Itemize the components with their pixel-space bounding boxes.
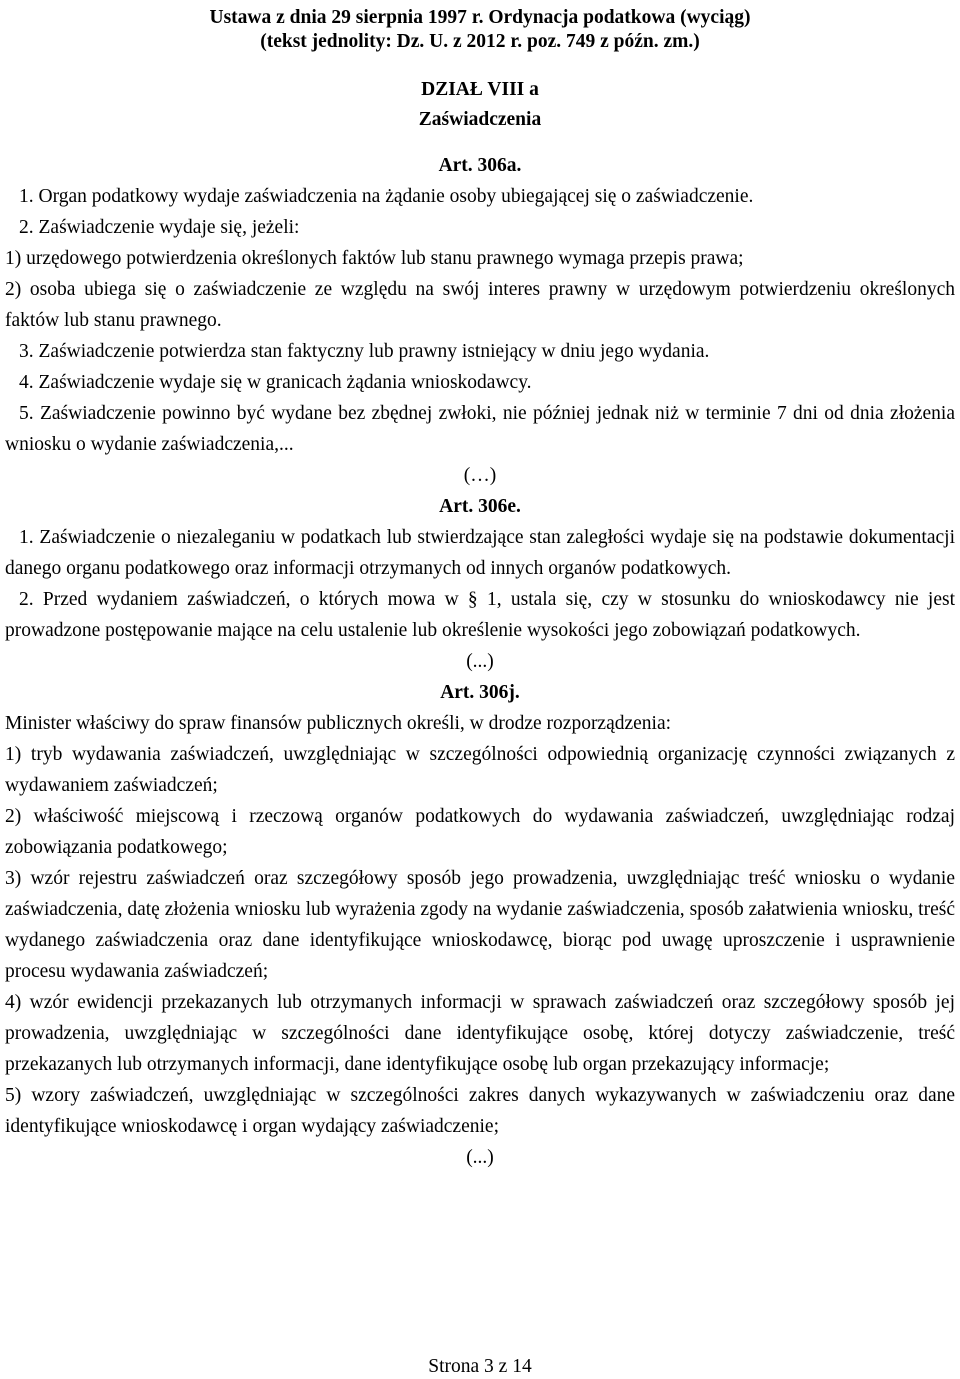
article-306a-paragraph-2: 2. Zaświadczenie wydaje się, jeżeli:: [19, 217, 300, 238]
article-306a-heading: Art. 306a.: [438, 155, 522, 176]
article-306e-heading: Art. 306e.: [439, 496, 521, 517]
article-306j-item-5: 5) wzory zaświadczeń, uwzględniając w szczególności zakres danych wykazywanych w zaświadczeniu oraz dane identyfikujące wnioskodawcę i organ wydający zaświadczenie;: [5, 1085, 955, 1137]
document-title: [5, 6, 955, 54]
omission-marker-3: (...): [466, 1147, 494, 1168]
title-line-1: Ustawa z dnia 29 sierpnia 1997 r. Ordynacja podatkowa (wyciąg): [209, 7, 751, 28]
page-number: Strona 3 z 14: [428, 1356, 532, 1377]
section-subtitle: Zaświadczenia: [418, 109, 542, 130]
omission-marker-2: (...): [466, 651, 494, 672]
document-page: [5, 0, 955, 1173]
article-306e-paragraph-2: 2. Przed wydaniem zaświadczeń, o których mowa w § 1, ustala się, czy w stosunku do wnioskodawcy nie jest prowadzone postępowanie mające na celu ustalenie lub określenie wysokości jego zobowiązań podatkowych.: [5, 589, 955, 641]
article-306j-item-2: 2) właściwość miejscową i rzeczową organów podatkowych do wydawania zaświadczeń, uwzględniając rodzaj zobowiązania podatkowego;: [5, 806, 955, 858]
article-306a-point-2: 2) osoba ubiega się o zaświadczenie ze względu na swój interes prawny w urzędowym potwierdzeniu określonych faktów lub stanu prawnego.: [5, 279, 955, 331]
omission-marker-1: (…): [463, 465, 497, 486]
section-title: DZIAŁ VIII a: [421, 79, 539, 100]
article-306a-paragraph-3: 3. Zaświadczenie potwierdza stan faktyczny lub prawny istniejący w dniu jego wydania.: [19, 341, 710, 362]
section-heading: [5, 75, 955, 135]
article-306j-intro: Minister właściwy do spraw finansów publicznych określi, w drodze rozporządzenia:: [5, 713, 672, 734]
article-306j-item-3: 3) wzór rejestru zaświadczeń oraz szczegółowy sposób jego prowadzenia, uwzględniając treść wniosku o wydanie zaświadczenia, datę złożenia wniosku lub wyrażenia zgody na wydanie zaświadczenia, sposób załatwienia wniosku, treść wydanego zaświadczenia oraz dane identyfikujące wnioskodawcę, biorąc pod uwagę uproszczenie i usprawnienie procesu wydawania zaświadczeń;: [5, 868, 955, 982]
article-306j-item-4: 4) wzór ewidencji przekazanych lub otrzymanych informacji w sprawach zaświadczeń oraz szczegółowy sposób jej prowadzenia, uwzględniając w szczególności dane identyfikujące osobę, której dotyczy zaświadczenie, treść przekazanych lub otrzymanych informacji, dane identyfikujące osobę lub organ przekazujący informacje;: [5, 992, 955, 1075]
article-306a-paragraph-1: 1. Organ podatkowy wydaje zaświadczenia na żądanie osoby ubiegającej się o zaświadczenie.: [19, 186, 754, 207]
article-306a-paragraph-4: 4. Zaświadczenie wydaje się w granicach żądania wnioskodawcy.: [19, 372, 532, 393]
article-306a-paragraph-5: 5. Zaświadczenie powinno być wydane bez zbędnej zwłoki, nie później jednak niż w terminie 7 dni od dnia złożenia wniosku o wydanie zaświadczenia,...: [5, 403, 955, 455]
title-line-2: (tekst jednolity: Dz. U. z 2012 r. poz. 749 z późn. zm.): [260, 31, 700, 52]
article-306j-item-1: 1) tryb wydawania zaświadczeń, uwzględniając w szczególności odpowiednią organizację czynności związanych z wydawaniem zaświadczeń;: [5, 744, 955, 796]
article-306j-heading: Art. 306j.: [440, 682, 520, 703]
article-306a-point-1: 1) urzędowego potwierdzenia określonych faktów lub stanu prawnego wymaga przepis prawa;: [5, 248, 744, 269]
article-306e-paragraph-1: 1. Zaświadczenie o niezaleganiu w podatkach lub stwierdzające stan zaległości wydaje się na podstawie dokumentacji danego organu podatkowego oraz informacji otrzymanych od innych organów podatkowych.: [5, 527, 955, 579]
